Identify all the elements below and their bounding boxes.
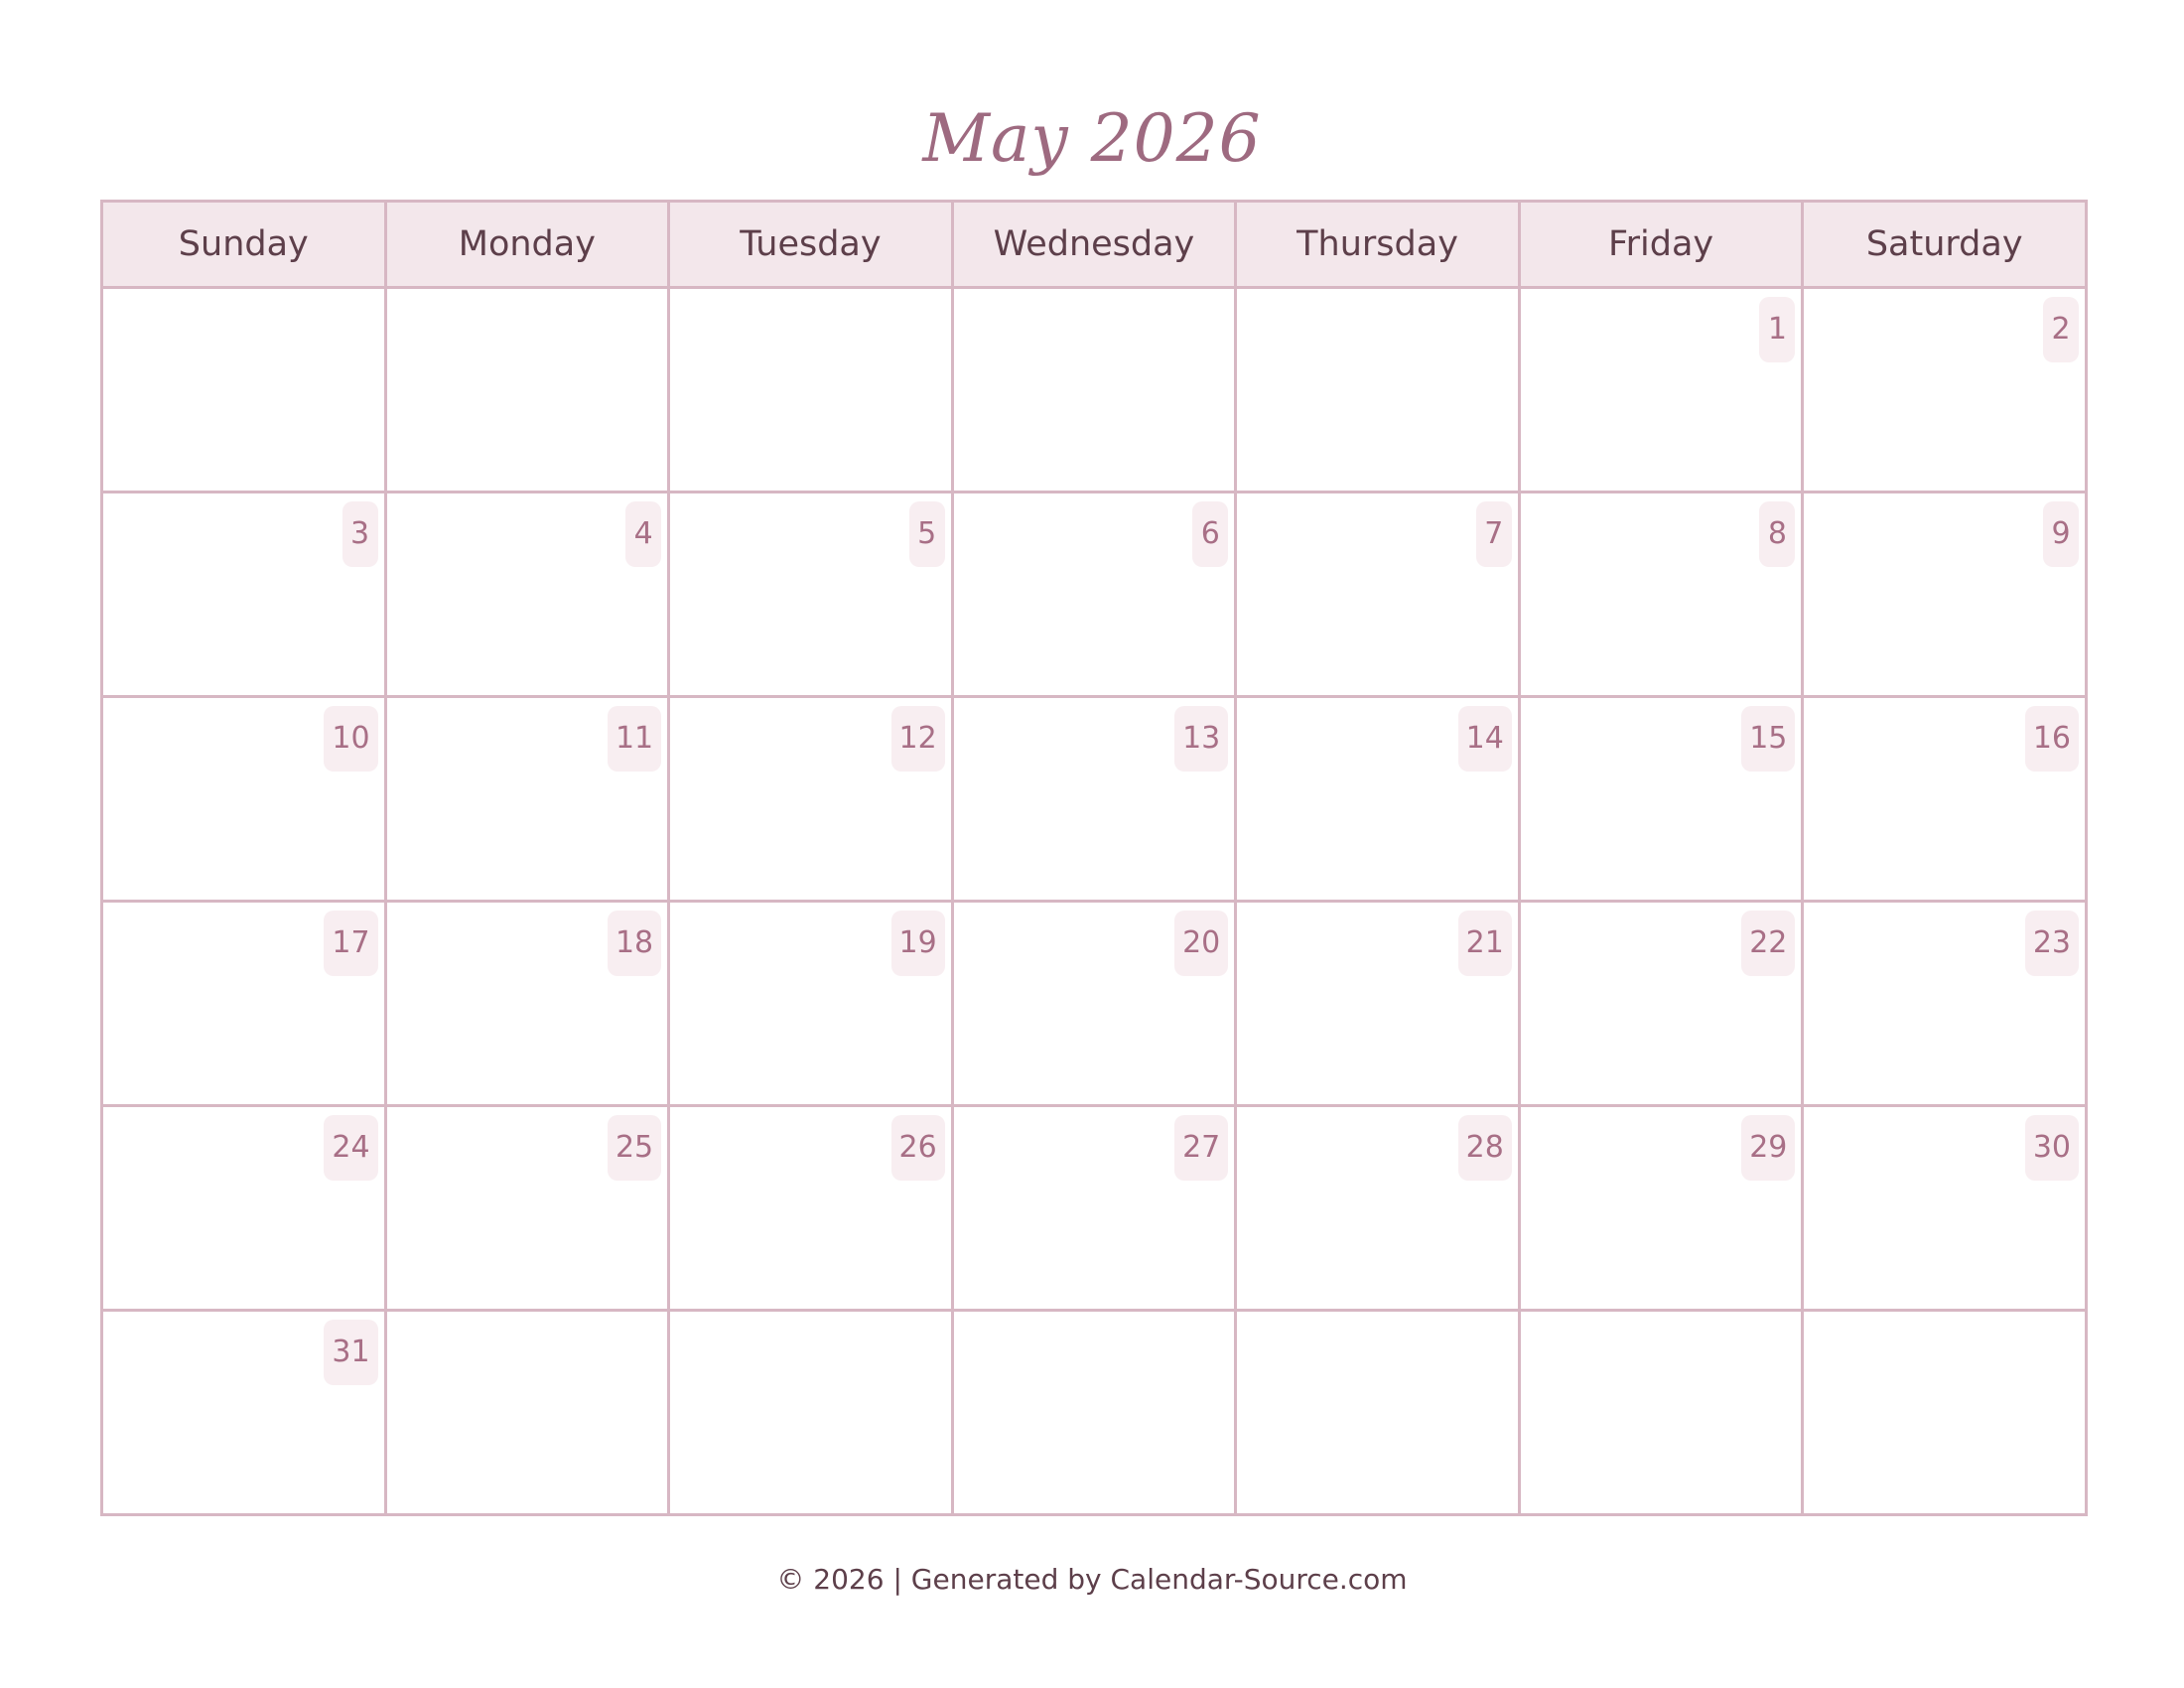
day-number: 15 [1741,706,1795,772]
day-number: 21 [1458,911,1512,976]
day-cell [1803,1311,2087,1515]
day-cell [385,697,669,902]
day-number: 1 [1759,297,1795,362]
day-number: 9 [2043,501,2079,567]
day-cell [952,1311,1236,1515]
day-cell [102,902,386,1106]
day-number: 30 [2025,1115,2079,1181]
day-number: 27 [1174,1115,1228,1181]
day-cell [1519,697,1803,902]
day-cell [1519,492,1803,697]
day-cell [385,902,669,1106]
day-cell [669,902,953,1106]
day-number: 18 [608,911,661,976]
day-cell [1803,697,2087,902]
day-number: 22 [1741,911,1795,976]
day-cell [1519,1106,1803,1311]
day-number: 24 [324,1115,377,1181]
day-cell [1803,492,2087,697]
day-cell [952,492,1236,697]
day-cell [669,492,953,697]
day-cell [1236,1311,1520,1515]
day-number: 29 [1741,1115,1795,1181]
day-number: 11 [608,706,661,772]
calendar-title: May 2026 [922,100,1262,177]
week-row [102,492,2087,697]
day-number: 17 [324,911,377,976]
footer-credit: © 2026 | Generated by Calendar-Source.com [776,1563,1408,1596]
day-cell [385,1311,669,1515]
day-number: 2 [2043,297,2079,362]
day-cell [669,1106,953,1311]
day-cell [952,697,1236,902]
week-row [102,902,2087,1106]
day-number: 4 [625,501,661,567]
day-cell [952,1106,1236,1311]
day-cell [1519,1311,1803,1515]
day-cell [1519,288,1803,492]
weekday-friday: Friday [1519,202,1803,288]
day-cell [1519,902,1803,1106]
day-number: 28 [1458,1115,1512,1181]
day-cell [952,902,1236,1106]
day-cell [1803,288,2087,492]
day-cell [102,1106,386,1311]
weekday-saturday: Saturday [1803,202,2087,288]
day-cell [1236,492,1520,697]
day-number: 7 [1476,501,1512,567]
weekday-header-row [102,202,2087,288]
weekday-sunday: Sunday [102,202,386,288]
day-number: 20 [1174,911,1228,976]
day-cell [385,288,669,492]
day-cell [102,697,386,902]
weekday-wednesday: Wednesday [952,202,1236,288]
week-row [102,1311,2087,1515]
day-cell [1803,902,2087,1106]
day-cell [952,288,1236,492]
day-number: 31 [324,1320,377,1385]
day-cell [1236,288,1520,492]
day-number: 19 [891,911,945,976]
day-cell [385,1106,669,1311]
day-cell [669,288,953,492]
day-number: 10 [324,706,377,772]
day-number: 25 [608,1115,661,1181]
day-number: 5 [909,501,945,567]
day-number: 8 [1759,501,1795,567]
weekday-tuesday: Tuesday [669,202,953,288]
day-cell [669,697,953,902]
day-cell [1236,902,1520,1106]
day-cell [102,492,386,697]
day-cell [1236,697,1520,902]
day-cell [1236,1106,1520,1311]
day-number: 16 [2025,706,2079,772]
day-number: 26 [891,1115,945,1181]
day-number: 6 [1192,501,1228,567]
week-row [102,1106,2087,1311]
weekday-thursday: Thursday [1236,202,1520,288]
week-row [102,288,2087,492]
weekday-monday: Monday [385,202,669,288]
day-cell [102,1311,386,1515]
day-cell [1803,1106,2087,1311]
calendar-grid [100,200,2088,1516]
week-row [102,697,2087,902]
day-number: 3 [342,501,378,567]
day-number: 23 [2025,911,2079,976]
day-number: 12 [891,706,945,772]
day-cell [102,288,386,492]
day-cell [669,1311,953,1515]
day-number: 13 [1174,706,1228,772]
day-number: 14 [1458,706,1512,772]
day-cell [385,492,669,697]
